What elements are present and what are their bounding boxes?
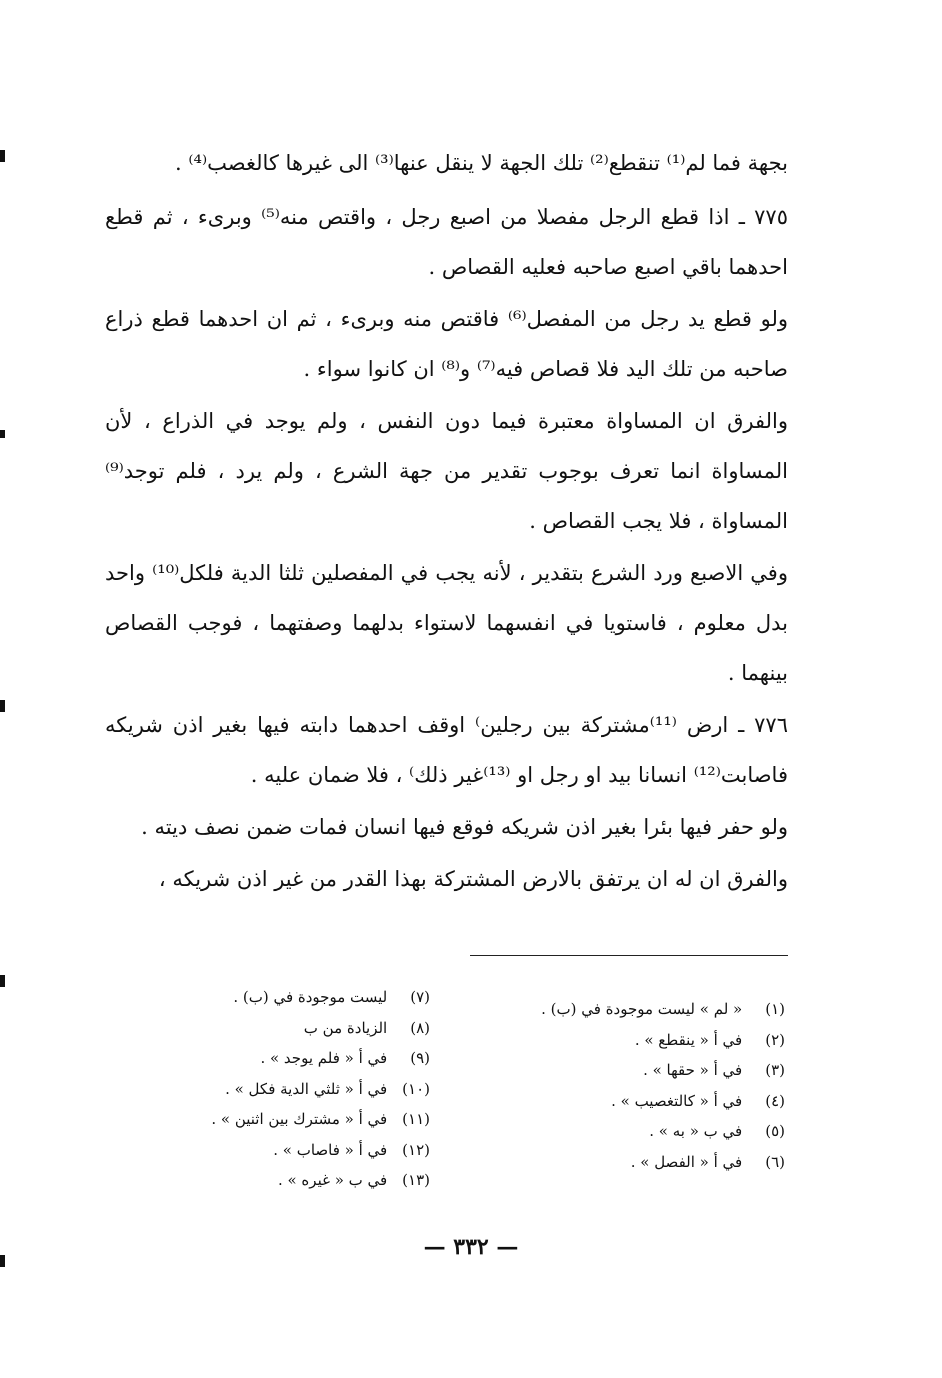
page-number: — ٣٣٢ — bbox=[423, 1234, 519, 1260]
footnote: (٧) ليست موجودة في (ب) . bbox=[233, 988, 430, 1006]
footnote: (٣) في أ « حقها » . bbox=[643, 1061, 785, 1079]
scan-edge-mark bbox=[0, 1255, 5, 1267]
footnotes-left-column bbox=[190, 982, 430, 1196]
paragraph-5: وفي الاصبع ورد الشرع بتقدير ، لأنه يجب في المفصلين ثلثا الدية فلكل⁽¹⁰⁾ واحد بدل معلوم ، فاستويا في انفسهما لاستواء بدلهما وصفتهما ، فوجب القصاص بينهما . bbox=[105, 561, 788, 685]
scan-edge-mark bbox=[0, 700, 5, 712]
footnote: (٤) في أ « كالتغصيب » . bbox=[611, 1091, 785, 1110]
scan-edge-mark bbox=[0, 150, 5, 162]
main-text bbox=[105, 138, 788, 904]
footnote: (١٠) في أ « ثلثي الدية فكل » . bbox=[225, 1079, 430, 1098]
footnote-separator bbox=[470, 955, 788, 956]
footnote: (١٢) في أ « فاصاب » . bbox=[273, 1140, 430, 1159]
footnotes-right-column bbox=[520, 994, 785, 1177]
footnote: (٨) الزيادة من ب bbox=[303, 1018, 430, 1037]
paragraph-2-item-775: ٧٧٥ ـ اذا قطع الرجل مفصلا من اصبع رجل ، واقتص منه⁽⁵⁾ وبرىء ، ثم قطع احدهما باقي اصبع صاحبه فعليه القصاص . bbox=[105, 205, 788, 279]
paragraph-7: ولو حفر فيها بئرا بغير اذن شريكه فوقع فيها انسان فمات ضمن نصف ديته . bbox=[141, 815, 788, 839]
footnote: (٩) في أ « فلم يوجد » . bbox=[260, 1049, 430, 1067]
paragraph-1: بجهة فما لم⁽¹⁾ تنقطع⁽²⁾ تلك الجهة لا ينقل عنها⁽³⁾ الى غيرها كالغصب⁽⁴⁾ . bbox=[175, 151, 788, 175]
paragraph-4: والفرق ان المساواة معتبرة فيما دون النفس ، ولم يوجد في الذراع ، لأن المساواة انما تعرف بوجوب تقدير من جهة الشرع ، ولم يرد ، فلم توجد⁽⁹⁾ المساواة ، فلا يجب القصاص . bbox=[105, 409, 788, 533]
footnote: (٦) في أ « الفصل » . bbox=[630, 1152, 785, 1171]
footnote: (٥) في ب « به » . bbox=[649, 1122, 785, 1140]
footnote: (١٣) في ب « غيره » . bbox=[277, 1171, 430, 1189]
scan-edge-mark bbox=[0, 975, 5, 987]
paragraph-8: والفرق ان له ان يرتفق بالارض المشتركة بهذا القدر من غير اذن شريكه ، bbox=[158, 867, 788, 891]
paragraph-6-item-776: ٧٧٦ ـ ارض ⁽¹¹⁾مشتركة بين رجلين⁾ اوقف احدهما دابته فيها بغير اذن شريكه فاصابت⁽¹²⁾ انسانا بيد او رجل او ⁽¹³⁾غير ذلك⁾ ، فلا ضمان عليه . bbox=[105, 713, 788, 787]
scan-edge-mark bbox=[0, 430, 5, 438]
footnote: (٢) في أ « ينقطع » . bbox=[634, 1030, 785, 1049]
footnote: (١) « لم » ليست موجودة في (ب) . bbox=[541, 1000, 785, 1018]
footnote: (١١) في أ « مشترك بين اثنين » . bbox=[211, 1110, 430, 1128]
paragraph-3: ولو قطع يد رجل من المفصل⁽⁶⁾ فاقتص منه وبرىء ، ثم ان احدهما قطع ذراع صاحبه من تلك اليد فلا قصاص فيه⁽⁷⁾ و⁽⁸⁾ ان كانوا سواء . bbox=[105, 307, 788, 381]
